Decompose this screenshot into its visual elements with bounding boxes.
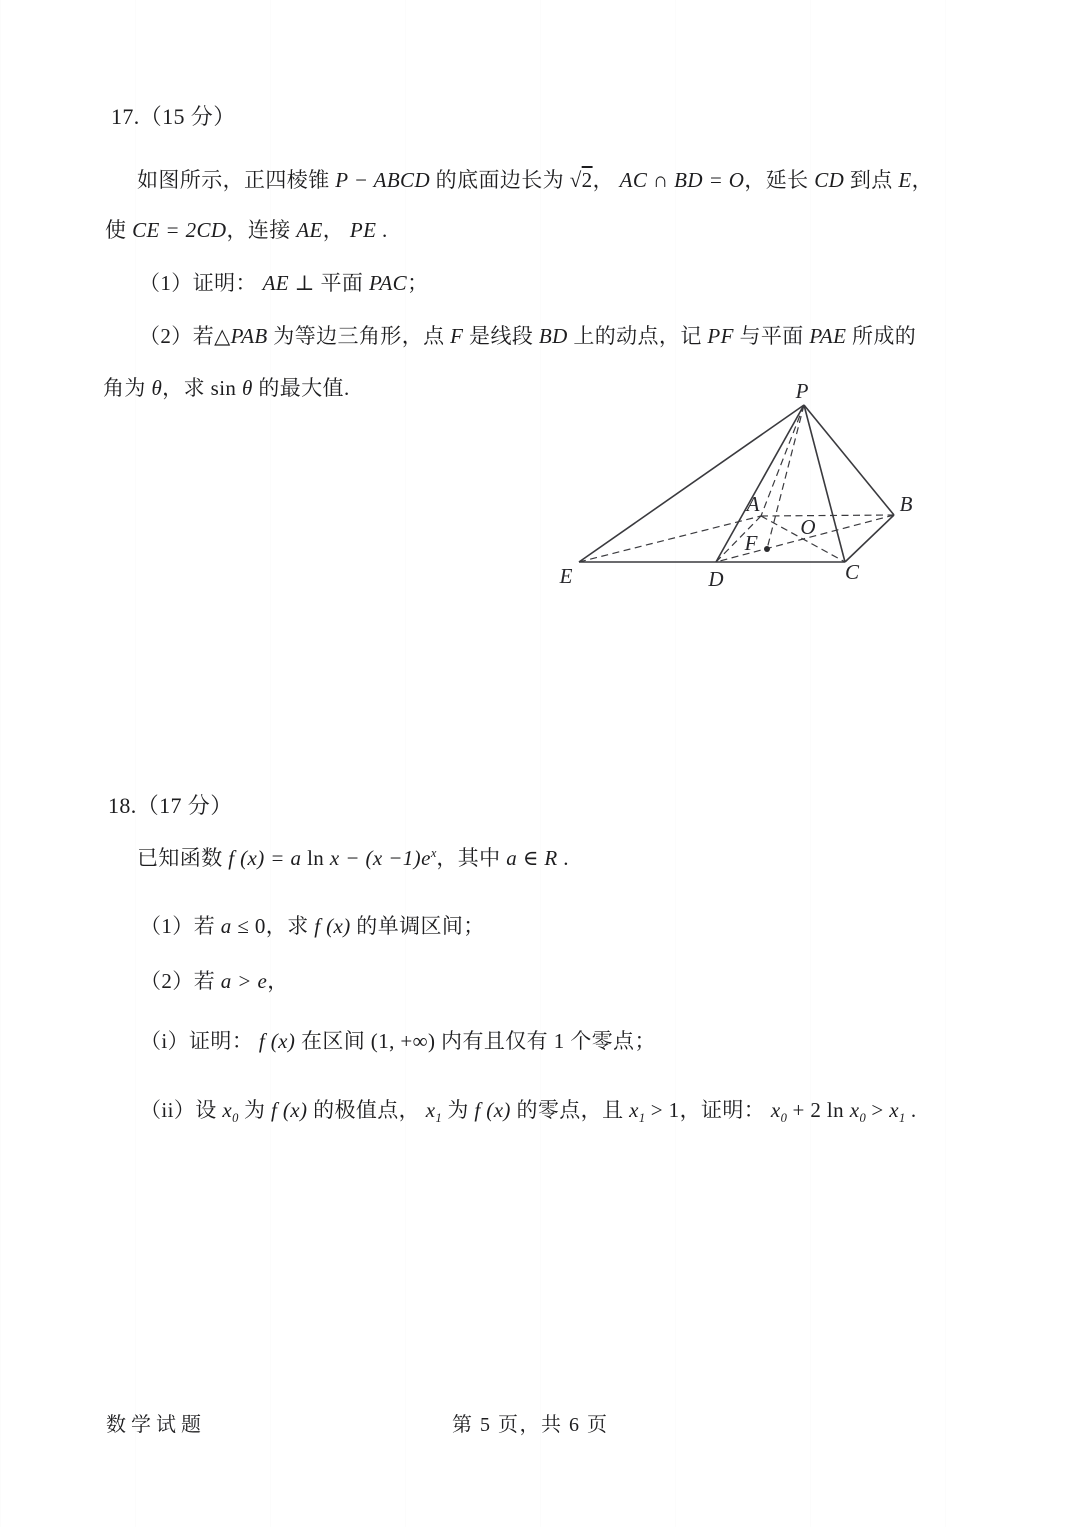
- footer-doc-title: 数学试题: [106, 1414, 206, 1436]
- math-var: a: [220, 914, 232, 938]
- math-expr: f (x): [314, 914, 351, 938]
- q17-intro-line-2: [105, 217, 388, 243]
- text-run: ，: [592, 168, 620, 192]
- math-var: x: [889, 1098, 899, 1122]
- superscript: x: [430, 846, 437, 860]
- q17-heading: [111, 103, 236, 131]
- edge-P-B: [804, 405, 894, 515]
- text-run: 为: [441, 1098, 475, 1122]
- vertex-label-C: C: [844, 560, 860, 584]
- text-run: 与平面: [733, 324, 810, 348]
- segment-E-A-hidden: [579, 516, 761, 562]
- math-expr: >: [865, 1098, 890, 1122]
- geometry-figure: [540, 378, 960, 606]
- text-run: 如图所示，正四棱锥: [137, 168, 336, 192]
- radical-sign: √: [569, 168, 582, 192]
- math-expr: + 2 ln: [786, 1098, 850, 1122]
- math-expr: a > e: [220, 969, 268, 993]
- q17-intro-line-1: [137, 167, 933, 193]
- text-run: 角为: [103, 376, 152, 400]
- math-var: x: [425, 1098, 436, 1122]
- radical-arg: 2: [581, 168, 593, 192]
- text-run: ⊥ 平面: [289, 271, 369, 295]
- q18-part-2: [140, 968, 289, 994]
- text-run: ，求: [265, 914, 315, 938]
- math-var: AE: [262, 271, 290, 295]
- footer-page-indicator: 第 5 页，共 6 页: [452, 1414, 609, 1436]
- text-run: （2）若: [140, 969, 221, 993]
- text-run: ，: [911, 168, 933, 192]
- math-var: PF: [707, 324, 734, 348]
- text-run: 的单调区间；: [350, 914, 485, 938]
- math-expr: f (x): [474, 1098, 511, 1122]
- vertex-label-F: F: [744, 531, 758, 555]
- text-run: 是线段: [463, 324, 539, 348]
- math-func: ln: [301, 846, 330, 870]
- text-run: 的零点，且: [510, 1098, 630, 1122]
- text-run: ，其中: [436, 846, 507, 870]
- vertex-label-D: D: [708, 567, 724, 591]
- text-run: （2）若: [139, 324, 215, 348]
- math-var: E: [898, 168, 912, 192]
- vertex-label-E: E: [559, 564, 573, 588]
- text-run: （1）若: [140, 914, 221, 938]
- q17-part-1: [139, 270, 429, 296]
- text-run: 所成的: [846, 324, 917, 348]
- math-var: x: [629, 1098, 639, 1122]
- text-run: 到点: [844, 168, 899, 192]
- pyramid-diagram: [540, 378, 960, 606]
- q18-heading: [108, 792, 233, 820]
- vertex-label-B: B: [899, 492, 913, 516]
- math-var: θ: [151, 376, 163, 400]
- text-run: 为等边三角形，点: [267, 324, 451, 348]
- q18-intro-line: [137, 845, 569, 871]
- text-run: .: [905, 1098, 917, 1122]
- text-run: ，证明：: [679, 1098, 771, 1122]
- math-var: CE = 2CD: [132, 218, 227, 242]
- math-var: PE: [349, 218, 377, 242]
- text-run: （1）证明：: [139, 271, 263, 295]
- q17-part-2: [139, 323, 916, 349]
- edge-P-D: [716, 405, 804, 562]
- math-var: AC ∩ BD = O: [619, 168, 745, 192]
- edge-A-B-hidden: [761, 515, 894, 516]
- q18-part-2i: [140, 1028, 656, 1054]
- subscript: 1: [435, 1111, 442, 1126]
- math-expr: ≤ 0: [231, 914, 266, 938]
- subscript: 1: [898, 1111, 906, 1126]
- text-run: 上的动点，记: [567, 324, 708, 348]
- math-var: θ: [241, 376, 253, 400]
- point-F-dot: [764, 546, 770, 552]
- text-run: ，: [322, 218, 350, 242]
- text-run: ，连接: [226, 218, 297, 242]
- text-run: .: [557, 846, 569, 870]
- text-run: 的最大值.: [252, 376, 350, 400]
- vertex-label-P: P: [795, 379, 809, 403]
- text-run: ，延长: [744, 168, 815, 192]
- q17-part-2-cont: [103, 375, 350, 401]
- math-interval: (1, +∞): [370, 1029, 436, 1053]
- triangle-symbol: △: [214, 324, 231, 348]
- math-expr: f (x): [258, 1029, 296, 1053]
- subscript: 1: [638, 1111, 646, 1126]
- text-run: ，求: [162, 376, 211, 400]
- q18-part-2ii: [140, 1097, 917, 1127]
- math-var: PAC: [368, 271, 408, 295]
- text-run: ；: [407, 271, 429, 295]
- text-run: ，: [267, 969, 289, 993]
- text-run: 使: [105, 218, 133, 242]
- q18-number-points: 18.（17 分）: [108, 793, 233, 818]
- vertex-label-O: O: [800, 515, 816, 539]
- text-run: .: [376, 218, 388, 242]
- text-run: （ii）设: [140, 1098, 223, 1122]
- subscript: 0: [780, 1111, 787, 1126]
- math-var: CD: [814, 168, 845, 192]
- edge-P-E: [579, 405, 804, 562]
- text-run: 的极值点，: [307, 1098, 426, 1122]
- math-expr: a ∈ R: [506, 846, 558, 870]
- math-var: P − ABCD: [335, 168, 431, 192]
- subscript: 0: [232, 1111, 239, 1126]
- math-var: PAE: [809, 324, 847, 348]
- math-expr: > 1: [645, 1098, 680, 1122]
- subscript: 0: [859, 1111, 866, 1126]
- math-var: PAB: [230, 324, 268, 348]
- math-var: x: [849, 1098, 860, 1122]
- text-run: 在区间: [295, 1029, 371, 1053]
- q17-number-points: 17.（15 分）: [111, 104, 236, 129]
- text-run: 已知函数: [137, 846, 229, 870]
- math-func: sin: [210, 376, 242, 400]
- math-var: x: [770, 1098, 781, 1122]
- text-run: 的底面边长为: [430, 168, 570, 192]
- math-var: BD: [538, 324, 568, 348]
- text-run: 内有且仅有 1 个零点；: [435, 1029, 656, 1053]
- text-run: 为: [238, 1098, 272, 1122]
- math-expr: x − (x −1)e: [329, 846, 431, 870]
- math-var: AE: [296, 218, 323, 242]
- math-expr: f (x) = a: [228, 846, 302, 870]
- math-var: x: [222, 1098, 233, 1122]
- vertex-label-A: A: [746, 492, 760, 516]
- text-run: （i）证明：: [140, 1029, 259, 1053]
- math-var: F: [450, 324, 464, 348]
- math-expr: f (x): [271, 1098, 308, 1122]
- edge-P-A-hidden: [761, 405, 804, 516]
- q18-part-1: [140, 913, 485, 939]
